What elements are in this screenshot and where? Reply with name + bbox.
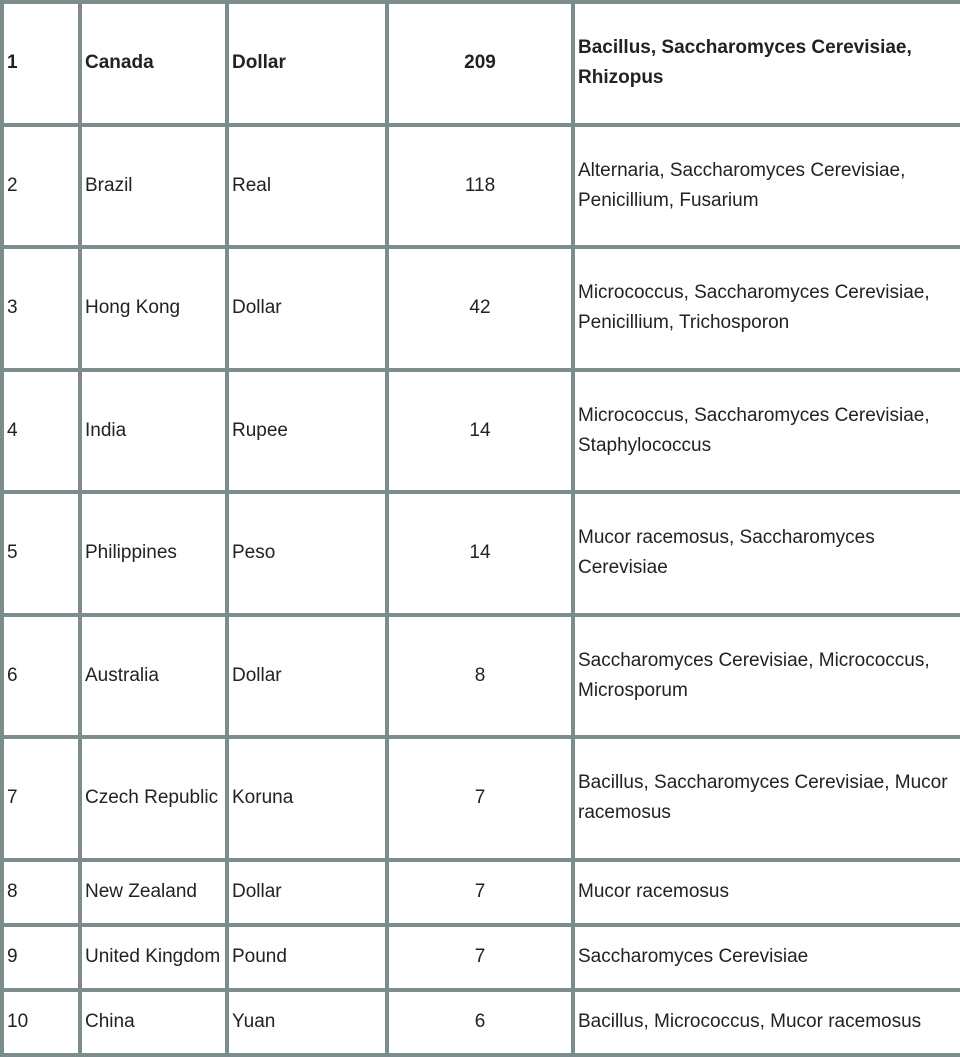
organisms-cell: Alternaria, Saccharomyces Cerevisiae, Penicillium, Fusarium [573, 125, 960, 248]
table-row [2, 2, 960, 125]
rank-cell: 3 [2, 247, 80, 370]
table-row [2, 370, 960, 493]
country-cell: Australia [80, 615, 227, 738]
organisms-cell: Saccharomyces Cerevisiae [573, 925, 960, 990]
organisms-cell: Micrococcus, Saccharomyces Cerevisiae, Penicillium, Trichosporon [573, 247, 960, 370]
currency-cell: Dollar [227, 860, 387, 925]
count-cell: 209 [387, 2, 573, 125]
rank-cell: 6 [2, 615, 80, 738]
currency-cell: Koruna [227, 737, 387, 860]
table-row [2, 492, 960, 615]
organisms-cell: Bacillus, Saccharomyces Cerevisiae, Mucor racemosus [573, 737, 960, 860]
country-cell: Philippines [80, 492, 227, 615]
count-cell: 6 [387, 990, 573, 1055]
organisms-cell: Mucor racemosus, Saccharomyces Cerevisiae [573, 492, 960, 615]
table-row [2, 860, 960, 925]
country-cell: New Zealand [80, 860, 227, 925]
rank-cell: 9 [2, 925, 80, 990]
table-row [2, 615, 960, 738]
organisms-cell: Mucor racemosus [573, 860, 960, 925]
rank-cell: 2 [2, 125, 80, 248]
count-cell: 7 [387, 925, 573, 990]
table-row [2, 990, 960, 1055]
organisms-cell: Bacillus, Saccharomyces Cerevisiae, Rhizopus [573, 2, 960, 125]
currency-cell: Peso [227, 492, 387, 615]
table-row [2, 737, 960, 860]
organisms-cell: Saccharomyces Cerevisiae, Micrococcus, Microsporum [573, 615, 960, 738]
table-row [2, 925, 960, 990]
count-cell: 14 [387, 370, 573, 493]
country-cell: China [80, 990, 227, 1055]
organisms-cell: Micrococcus, Saccharomyces Cerevisiae, Staphylococcus [573, 370, 960, 493]
count-cell: 7 [387, 737, 573, 860]
currency-cell: Yuan [227, 990, 387, 1055]
rank-cell: 10 [2, 990, 80, 1055]
currency-cell: Dollar [227, 615, 387, 738]
table-body [2, 2, 960, 1055]
count-cell: 7 [387, 860, 573, 925]
organisms-cell: Bacillus, Micrococcus, Mucor racemosus [573, 990, 960, 1055]
currency-cell: Rupee [227, 370, 387, 493]
count-cell: 118 [387, 125, 573, 248]
country-cell: India [80, 370, 227, 493]
rank-cell: 8 [2, 860, 80, 925]
rank-cell: 5 [2, 492, 80, 615]
rank-cell: 7 [2, 737, 80, 860]
count-cell: 8 [387, 615, 573, 738]
table-row [2, 247, 960, 370]
currency-cell: Pound [227, 925, 387, 990]
country-cell: Brazil [80, 125, 227, 248]
currency-cell: Real [227, 125, 387, 248]
table-row [2, 125, 960, 248]
country-cell: Czech Republic [80, 737, 227, 860]
country-cell: Canada [80, 2, 227, 125]
currency-cell: Dollar [227, 2, 387, 125]
country-cell: Hong Kong [80, 247, 227, 370]
count-cell: 14 [387, 492, 573, 615]
country-cell: United Kingdom [80, 925, 227, 990]
currency-cell: Dollar [227, 247, 387, 370]
rank-cell: 4 [2, 370, 80, 493]
rank-cell: 1 [2, 2, 80, 125]
count-cell: 42 [387, 247, 573, 370]
